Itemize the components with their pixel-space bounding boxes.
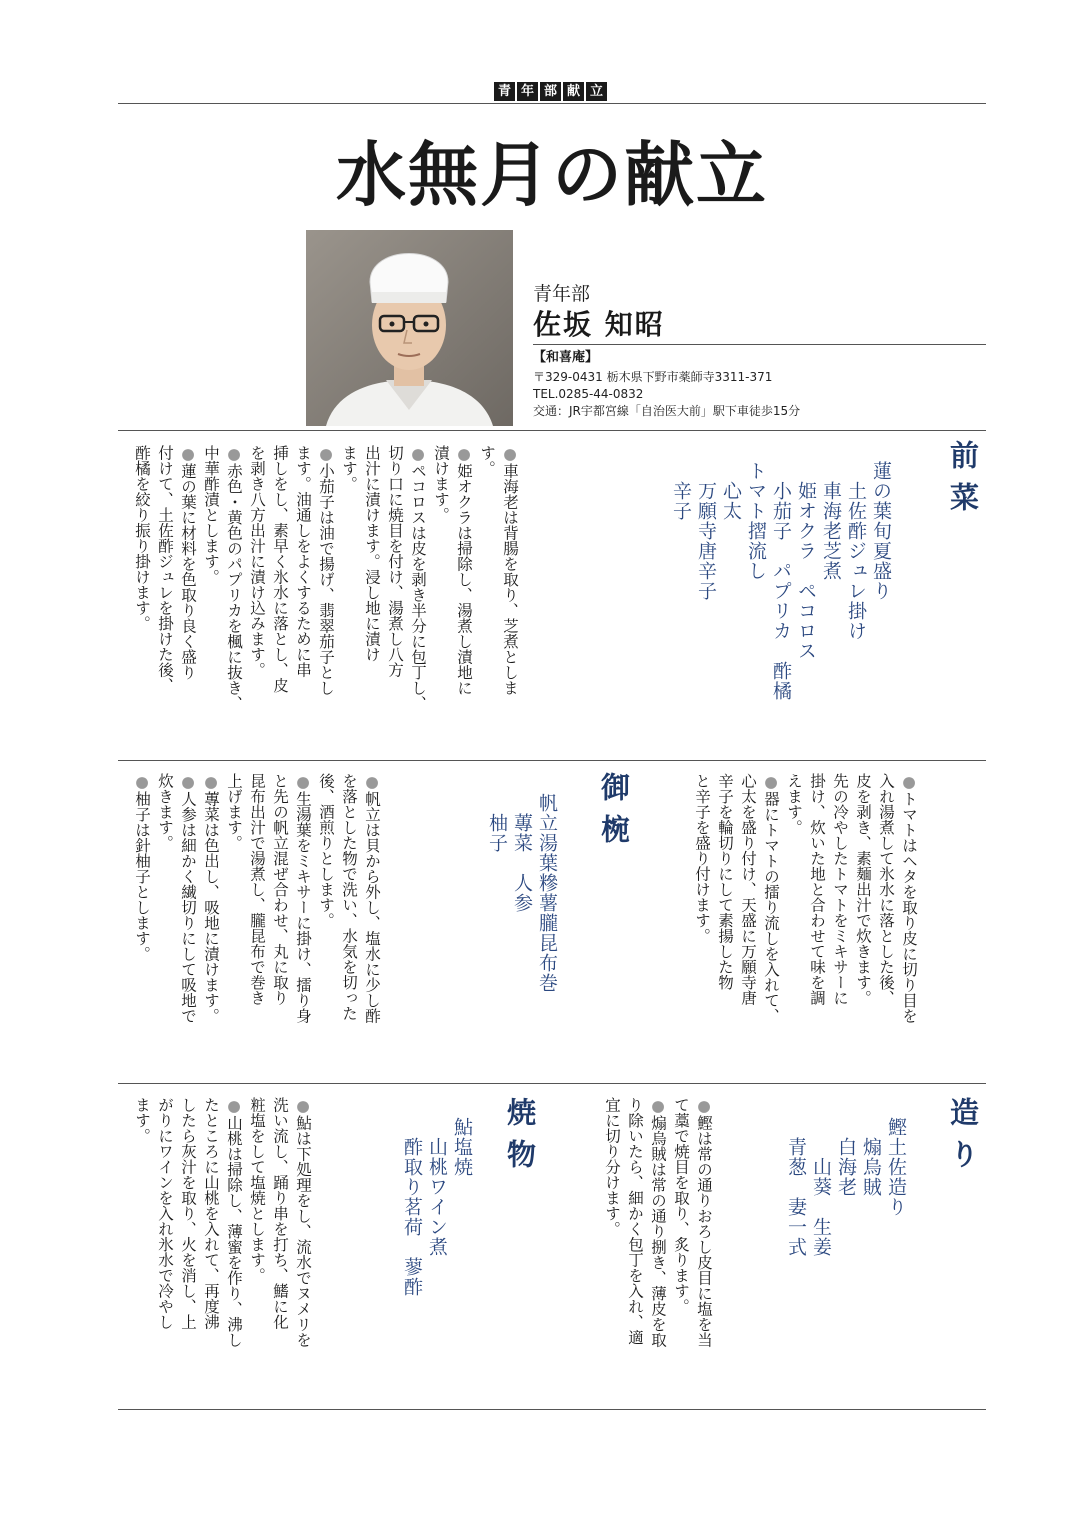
- steps-list-zensai: [130, 445, 521, 750]
- step-item: [690, 773, 782, 1073]
- step-item: [153, 773, 199, 1073]
- step-item: [782, 773, 920, 1073]
- step-item: [222, 773, 314, 1073]
- bullet-icon: ●: [294, 1097, 312, 1115]
- menu-item: 蓮の葉旬夏盛り: [870, 461, 892, 601]
- section-rule: [118, 1409, 986, 1410]
- chef-portrait: [306, 230, 513, 426]
- step-item: [429, 445, 475, 750]
- step-text: 車海老は背腸を取り、芝煮としま す。: [478, 445, 519, 696]
- bullet-icon: ●: [762, 773, 780, 791]
- step-item: [600, 1097, 669, 1402]
- bullet-icon: ●: [133, 773, 151, 791]
- bullet-icon: ●: [363, 773, 381, 791]
- steps-list-tsukuri: [600, 1097, 715, 1402]
- section-rule: [118, 760, 986, 761]
- menu-item: 小茄子 パプリカ 酢橘: [770, 461, 792, 701]
- menu-item: 土佐酢ジュレ掛け: [845, 461, 867, 641]
- menu-list-tsukuri: [783, 1117, 908, 1397]
- step-text: 姫オクラは掃除し、湯煮し漬地に 漬けます。: [432, 445, 473, 696]
- menu-list-owan: [484, 793, 559, 1063]
- step-item: [245, 445, 337, 750]
- bullet-icon: ●: [695, 1097, 713, 1115]
- header-rule: [118, 103, 986, 104]
- bullet-icon: ●: [649, 1097, 667, 1115]
- menu-item: 辛子: [670, 461, 692, 521]
- series-char: 年: [517, 82, 538, 101]
- steps-list-owan: [130, 773, 383, 1073]
- step-item: [337, 445, 429, 750]
- step-item: [199, 445, 245, 750]
- section-heading-owan: 御椀: [597, 772, 631, 856]
- section-rule: [118, 430, 986, 431]
- bullet-icon: ●: [455, 445, 473, 463]
- steps-list-yakimono: [130, 1097, 314, 1402]
- step-item: [130, 445, 199, 750]
- step-text: 柚子は針柚子とします。: [133, 791, 151, 962]
- step-item: [669, 1097, 715, 1402]
- series-char: 献: [563, 82, 584, 101]
- bullet-icon: ●: [225, 445, 243, 463]
- bullet-icon: ●: [501, 445, 519, 463]
- bullet-icon: ●: [202, 773, 220, 791]
- menu-item: 蓴菜 人参: [511, 793, 533, 913]
- step-item: [199, 773, 222, 1073]
- menu-item: 煽烏賊: [860, 1117, 882, 1197]
- step-text: 生湯葉をミキサーに掛け、擂り身 と先の帆立混ぜ合わせ、丸に取り 昆布出汁で湯煮し、朧昆布で巻き 上げます。: [225, 773, 312, 1024]
- step-text: 煽烏賊は常の通り捌き、薄皮を取 り除いたら、細かく包丁を入れ、適 宜に切り分けます。: [603, 1097, 667, 1348]
- steps-list-tomato: [690, 773, 920, 1073]
- section-heading-yakimono: 焼物: [503, 1097, 537, 1181]
- menu-item: トマト摺流し: [745, 461, 767, 581]
- step-text: 蓴菜は色出し、吸地に漬けます。: [202, 791, 220, 1024]
- menu-item: 姫オクラ ペコロス: [795, 461, 817, 661]
- menu-item: 帆立湯葉糝薯朧昆布巻: [536, 793, 558, 993]
- section-heading-tsukuri: 造り: [946, 1097, 980, 1181]
- menu-item: 山葵 生姜: [810, 1117, 832, 1257]
- menu-list-yakimono: [399, 1117, 474, 1397]
- step-text: 鮎は下処理をし、流水でヌメリを 洗い流し、踊り串を打ち、鰭に化 粧塩をして塩焼とします。: [248, 1097, 312, 1348]
- step-text: 蓮の葉に材料を色取り良く盛り 付けて、土佐酢ジュレを掛けた後、 酢橘を絞り振り掛けます。: [133, 445, 197, 693]
- bullet-icon: ●: [409, 445, 427, 463]
- step-item: [245, 1097, 314, 1402]
- menu-item: 酢取り茗荷 蓼酢: [401, 1117, 423, 1297]
- menu-item: 鰹土佐造り: [885, 1117, 907, 1217]
- menu-item: 青葱 妻一式: [785, 1117, 807, 1257]
- bullet-icon: ●: [179, 773, 197, 791]
- chef-department: 青年部: [533, 283, 591, 305]
- step-item: [314, 773, 383, 1073]
- series-char: 部: [540, 82, 561, 101]
- step-text: 山桃は掃除し、薄蜜を作り、沸し たところに山桃を入れて、再度沸 したら灰汁を取り、火を消し、上 がりにワインを入れ氷水で冷やし ます。: [133, 1097, 243, 1348]
- menu-list-zensai: [668, 461, 893, 751]
- bullet-icon: ●: [294, 773, 312, 791]
- bullet-icon: ●: [179, 445, 197, 463]
- menu-item: 白海老: [835, 1117, 857, 1197]
- step-text: 器にトマトの擂り流しを入れて、 心太を盛り付け、天盛に万願寺唐 辛子を輪切りにして素揚した物 と辛子を盛り付けます。: [693, 773, 780, 1024]
- step-item: [130, 1097, 245, 1402]
- menu-item: 車海老芝煮: [820, 461, 842, 581]
- shop-name: 【和喜庵】: [533, 350, 599, 365]
- menu-item: 山桃ワイン煮: [426, 1117, 448, 1257]
- bullet-icon: ●: [225, 1097, 243, 1115]
- series-char: 立: [586, 82, 607, 101]
- menu-item: 万願寺唐辛子: [695, 461, 717, 601]
- profile-rule: [533, 344, 986, 345]
- page-title: 水無月の献立: [336, 133, 768, 216]
- step-item: [130, 773, 153, 1073]
- shop-address: 〒329-0431 栃木県下野市薬師寺3311-371: [533, 370, 773, 384]
- step-text: トマトはヘタを取り皮に切り目を 入れ湯煮して氷水に落とした後、 皮を剥き、素麺出汁で炊きます。 先の冷やしたトマトをミキサーに 掛け、炊いた地と合わせて味を調 えます。: [785, 773, 918, 1024]
- shop-access: 交通：JR宇都宮線「自治医大前」駅下車徒歩15分: [533, 404, 801, 418]
- section-heading-zensai: 前菜: [946, 440, 980, 524]
- section-rule: [118, 1083, 986, 1084]
- step-text: 小茄子は油で揚げ、翡翠茄子とし ます。油通しをよくするために串 挿しをし、素早く氷水に落とし、皮 を剥き八方出汁に漬け込みます。: [248, 445, 335, 696]
- step-text: 人参は細かく繊切りにして吸地で 炊きます。: [156, 773, 197, 1024]
- menu-item: 鮎塩焼: [451, 1117, 473, 1177]
- step-text: 赤色・黄色のパプリカを楓に抜き、 中華酢漬とします。: [202, 445, 243, 711]
- shop-tel: TEL.0285-44-0832: [533, 387, 644, 401]
- step-text: 鰹は常の通りおろし皮目に塩を当 て藁で焼目を取り、炙ります。: [672, 1097, 713, 1348]
- series-badge: [494, 82, 607, 101]
- bullet-icon: ●: [900, 773, 918, 791]
- menu-item: 心太: [720, 461, 742, 521]
- step-text: ペコロスは皮を剥き半分に包丁し、 切り口に焼目を付け、湯煮し八方 出汁に漬けます。浸し地に漬け ます。: [340, 445, 427, 711]
- series-char: 青: [494, 82, 515, 101]
- step-item: [475, 445, 521, 750]
- bullet-icon: ●: [317, 445, 335, 463]
- step-text: 帆立は貝から外し、塩水に少し酢 を落とした物で洗い、水気を切った 後、酒煎りとします。: [317, 773, 381, 1024]
- menu-item: 柚子: [486, 793, 508, 853]
- chef-name: 佐坂 知昭: [533, 308, 665, 341]
